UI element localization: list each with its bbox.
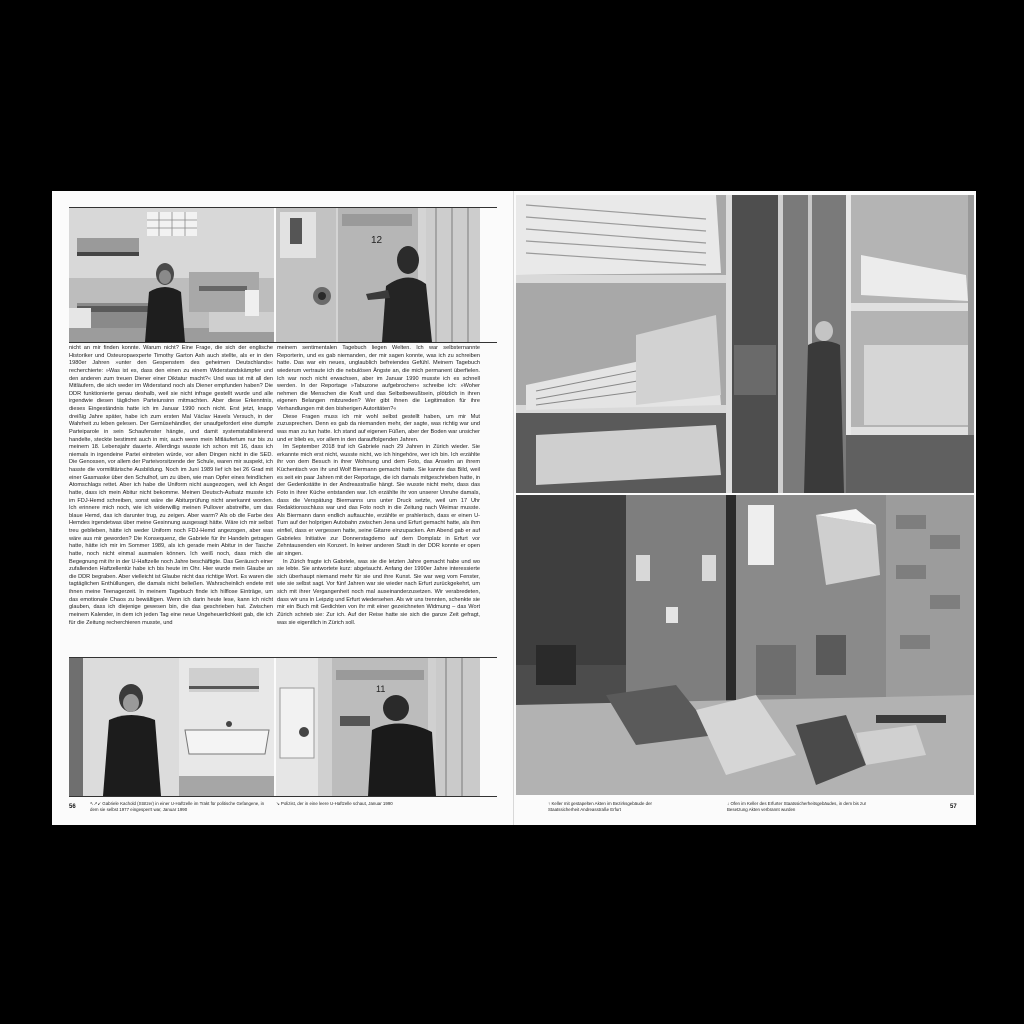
column-1-text: nicht an mir finden konnte. Warum nicht? Eine Frage, die sich der englische Historiker und Osteuropaexperte Timothy Garton Ash auch stellte, als er in den 1980er Jahren »unter den Gespenstern des geheimen Deutschlands« recherchierte: »Was ist es, dass den einen zu einem Widerstandskämpfer und den anderen zum treuen Diener einer Diktatur macht?« Und was ist mit all den Mitläufern, die sich weder im Widerstand noch als Diener empfunden haben? Die DDR funktionierte genau deshalb, weil sie nicht infrage gestellt wurde und alle irgendwie diesen täglichen Parteiunsinn mitmachten. Aber diese Erkenntnis, dieses Eingeständnis hatte ich im Januar 1990 noch nicht. Erst jetzt, knapp dreißig Jahre später, habe ich zum ersten Mal Václav Havels Versuch, in der Wahrheit zu leben gelesen. Der Gemüsehändler, der unaufgefordert eine dumpfe Parteiparole in sein Schaufenster hängte, und damit systemstabilisierend handelte, steckte bestimmt auch in mir, auch wenn mein Mitläufertum nur bis zu meinem 18. Lebensjahr dauerte. Allerdings wusste ich schon mit 16, dass ich niemals in irgendeine Partei eintreten würde, vor allen Dingen nicht in die SED. Die Genossen, vor allem der Parteivorsitzende der Schule, waren mir suspekt, ich hasste die vormilitärische Ausbildung. Noch im Juni 1989 lief ich bei 26 Grad mit einer Gasmaske über den Schulhof, um zu üben, wie man Opfer eines feindlichen Atomschlags rettet. Aber ich habe die Uniform nicht ausgezogen, weil ich Angst hatte, dass ich mein Abitur nicht bekomme. Meinen Deutsch-Aufsatz musste ich im FDJ-Hemd schreiben, sonst wäre die Abiturprüfung nicht anerkannt worden. Ich erinnere mich noch, wie ich widerwillig meinen Pullover abstreifte, um das blaue Hemd, das ich darunter trug, zu zeigen. Aber warm? Als ob die Farbe des Hemdes irgendetwas über meine Gesinnung ausgesagt hätte. Wäre ich mir selbst treu geblieben, hätte ich weder Uniform noch FDJ-Hemd angezogen, aber was wäre aus mir geworden? Die Konsequenz, die Gabriele für ihr Handeln getragen hatte, hätte ich mir im Sommer 1989, als ich gerade mein Abitur in der Tasche hatte, noch nicht einmal ausmalen können. Ich weiß noch, dass mich die Begegnung mit ihr in der U-Haftzelle noch Jahre beschäftigte. Das Geräusch einer zufallenden Haftzellentür habe ich bis heute im Ohr. Hier wurde mein Glaube an die DDR begraben. Aber vielleicht ist Glaube nicht das richtige Wort. Es waren die tagtäglichen Enthüllungen, die damals nicht beließen. Wahrscheinlich endete mit ihnen meine Teenagerzeit. In meinem Tagebuch finde ich hilflose Einträge, um das emotionale Chaos zu bewältigen. Wenn ich darin heute lese, kann ich nicht glauben, dass ich diejenige gewesen bin, die das geschrieben hat. Zwischen meinem Kalender, in dem ich jeden Tag eine neue Ungeheuerlichkeit gab, die ich für die Zeitung recherchieren musste, und [69, 345, 273, 626]
column-2-paragraph-4: In Zürich fragte ich Gabriele, was sie die letzten Jahre gemacht habe und wo sie lebte. Sie antwortete kurz: abgetaucht. Anfang der 1990er Jahre interessierte sich überhaupt niemand mehr für sie und ihre Kunst. Sie war weg vom Fenster, wie sie selbst sagt. Vor fünf Jahren war sie wieder nach Erfurt zurückgekehrt, um sich mit ihrer Vergangenheit noch mal auseinanderzusetzen. Wir verabredeten, dass wir uns in Leipzig und Erfurt wiedersehen. Als wir uns trennten, schenkte sie mir ein Buch mit Gedichten von ihr mit einer gezeichneten Widmung – das Wort Zürich schrieb sie: Zur ich. Auf der Reise hatte sie sich die ganze Zeit gefragt, was sie eigentlich in Zürich soll. [277, 558, 480, 626]
svg-text:11: 11 [376, 684, 386, 694]
caption-furnace [727, 801, 877, 812]
right-page [514, 191, 976, 825]
caption-woman-photos [90, 801, 270, 812]
svg-text:12: 12 [371, 235, 383, 246]
column-2-paragraph-1: meinem sentimentalen Tagebuch liegen Welten. Ich war selbsternannte Reporterin, und es gab niemanden, der mir sagen konnte, was ich zu schreiben hatte. Das war ein neues, unglaublich befreiendes Gefühl. Meinem Tagebuch wiederum vertraute ich die nebulösen Ängste an, die mich permanent überfielen. Ich war noch nicht erwachsen, aber im Januar 1990 musste ich es schnell werden. In der Reportage »Tabuzone aufgebrochen« schreibe ich: »Woher nehmen die Menschen die Kraft und das Selbstbewußtsein, plötzlich in ihren eigenen Belangen mitzureden? Wer gibt ihnen die Legitimation für ihre Verhandlungen mit den bisherigen Autoritäten?« [277, 345, 480, 412]
caption-archive-text: Keller mit gestapelten Akten im Bezirksgebäude der Staatssicherheit Andreasstraße Erfurt [548, 801, 652, 812]
caption-arrow-archive: ↑ [548, 801, 551, 806]
text-column-1 [69, 345, 273, 654]
photo-archive-shelves [516, 195, 974, 493]
caption-archive [548, 801, 678, 812]
text-column-2 [277, 345, 480, 663]
caption-arrow-furnace: ↓ [727, 801, 730, 806]
photo-frame-bottom [69, 342, 497, 343]
page-number-left: 56 [69, 804, 76, 810]
page-number-right: 57 [950, 804, 957, 810]
caption-policeman [276, 801, 396, 807]
caption-woman-text: Gabriele Kachold (Stötzer) in einer U-Haftzelle im Trakt für politische Gefangene, in dem sie selbst 1977 eingesperrt war, Januar 1990 [90, 801, 265, 812]
magazine-spread [52, 191, 976, 825]
column-2-paragraph-2: Diese Fragen muss ich mir wohl selbst gestellt haben, um mir Mut zuzusprechen. Denn es gab da niemanden mehr, der sagte, was richtig war und was man zu tun hatte. Ich stand auf eigenen Füßen, aber der Boden war unsicher und er blieb es, vor allem in den darauffolgenden Jahren. [277, 413, 480, 443]
caption-furnace-text: Ofen im Keller des Erfurter Staatssicherheitsgebäudes, in dem bis zur Besetzung Akten verbrannt wurden [727, 801, 867, 812]
column-2-paragraph-3: Im September 2018 traf ich Gabriele nach 29 Jahren in Zürich wieder. Sie erkannte mich erst nicht, wusste nicht, wo ich hingehöre, wer ich bin. Ich erzählte ihr von dem Besuch in ihrer Wohnung und dem Foto, das Anselm an ihrem Küchentisch von ihr und Wolf Biermann gemacht hatte. Sie kannte das Bild, weil es seit ein paar Jahren mit der Reportage, die ich damals mitgeschrieben hatte, in der Gedenkstätte in der Andreasstraße hängt. Sie wusste nicht mehr, dass das Foto in ihrer Küche entstanden war. Ich erzählte ihr von unserer Unruhe damals, dass die Verspätung Biermanns uns unter Druck setzte, weil um 17 Uhr Redaktionsschluss war und das Foto noch in die Zeitung nach Weimar musste. Als Biermann dann endlich auftauchte, erzählte er prahlerisch, dass er einen U-Turn auf der holprigen Autobahn zwischen Jena und Erfurt gemacht hatte, als ihm einfiel, dass er vergessen hatte, seine Gitarre einzupacken. Am Abend gab er auf Gabrieles Initiative zur Donnerstagdemo auf dem Domplatz in Erfurt vor Zehntausenden ein Konzert. In keiner anderen Stadt in der DDR konnte er open air singen. [277, 444, 480, 557]
photo-policeman-at-cell [276, 658, 480, 796]
caption-arrows-left: ↖↗↙ [90, 801, 102, 806]
photo-woman-at-cell-door [276, 208, 480, 342]
caption-arrow-policeman: ↘ [276, 801, 280, 806]
photo-cellar-furnace [516, 495, 974, 795]
photo-frame-bottom-lower [69, 796, 497, 797]
caption-policeman-text: Polizist, der in eine leere U-Haftzelle schaut, Januar 1990 [280, 801, 393, 806]
left-page [52, 191, 514, 825]
photo-woman-at-washbasin [69, 658, 274, 796]
photo-woman-in-cell [69, 208, 274, 342]
